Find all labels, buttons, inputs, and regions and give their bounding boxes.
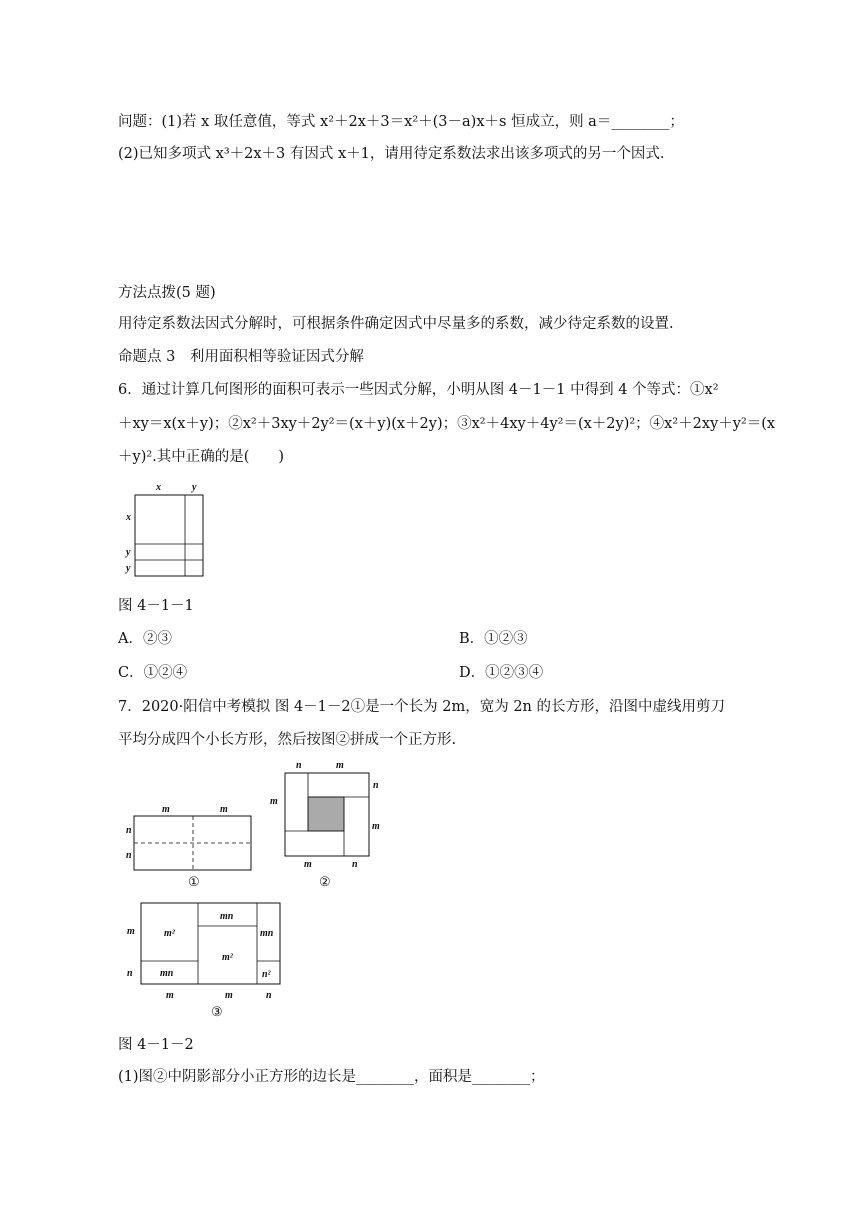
q5-part1: 问题：(1)若 x 取任意值，等式 x²＋2x＋3＝x²＋(3－a)x＋s 恒成立，则 a＝________； [118, 114, 684, 130]
fig-a-label-m1: m [162, 804, 170, 815]
q7-sub1: (1)图②中阴影部分小正方形的边长是________，面积是________； [118, 1069, 545, 1085]
fig-c-label-m-bottom2: m [225, 990, 233, 1001]
fig-c-label-n-bottom: n [266, 990, 272, 1001]
q6-line2: ＋xy＝x(x＋y)；②x²＋3xy＋2y²＝(x＋y)(x＋2y)；③x²＋4xy＋4y²＝(x＋2y)²；④x²＋2xy＋y²＝(x [118, 416, 776, 432]
tips-heading: 方法点拨(5 题) [118, 285, 216, 301]
fig-b-label-n-right: n [373, 780, 379, 791]
fig-c-label-m-bottom1: m [166, 990, 174, 1001]
fig-b-label-m-top: m [336, 760, 344, 771]
option-a: A．②③ [118, 631, 172, 647]
fig1-label-top-y: y [192, 482, 197, 493]
fig-c-mn-right: mn [260, 928, 274, 939]
q5-part2: (2)已知多项式 x³＋2x＋3 有因式 x＋1，请用待定系数法求出该多项式的另一个因式. [118, 146, 665, 162]
fig-c-m2-left: m² [164, 928, 175, 939]
figure-4-1-2-parts-1-2 [118, 755, 388, 891]
fig1-label-left-y2: y [126, 563, 131, 574]
fig-a-label-n1: n [126, 825, 132, 836]
option-c: C．①②④ [118, 665, 188, 681]
fig1-label-top-x: x [156, 482, 161, 493]
fig-c-label-m-left: m [127, 926, 135, 937]
fig-4-1-2-caption: 图 4－1－2 [118, 1037, 194, 1053]
option-b: B．①②③ [459, 631, 528, 647]
fig1-label-left-y1: y [126, 547, 131, 558]
fig-c-mn-top: mn [220, 911, 234, 922]
q6-line3: ＋y)².其中正确的是( ) [118, 449, 285, 465]
fig-a-caption: ① [188, 874, 200, 889]
option-d: D．①②③④ [459, 665, 544, 681]
fig-b-label-m-left: m [270, 796, 278, 807]
figure-4-1-1 [118, 478, 228, 580]
fig-b-label-m-right: m [372, 821, 380, 832]
fig-c-mn-bottom: mn [160, 968, 174, 979]
fig-b-label-m-bottom: m [304, 859, 312, 870]
fig-c-label-n-left: n [127, 968, 133, 979]
fig-c-caption: ③ [211, 1004, 223, 1019]
fig-c-n2: n² [262, 969, 271, 980]
fig-a-label-m2: m [220, 804, 228, 815]
fig-4-1-1-caption: 图 4－1－1 [118, 598, 194, 614]
fig1-label-left-x: x [126, 512, 131, 523]
q7-line2: 平均分成四个小长方形，然后按图②拼成一个正方形. [118, 732, 457, 748]
fig-c-m2-center: m² [222, 952, 233, 963]
fig-b-label-n-top: n [296, 760, 302, 771]
tips-text: 用待定系数法因式分解时，可根据条件确定因式中尽量多的系数，减少待定系数的设置. [118, 316, 674, 332]
q7-line1: 7．2020·阳信中考模拟 图 4－1－2①是一个长为 2m，宽为 2n 的长方形，沿图中虚线用剪刀 [118, 699, 725, 715]
topic-heading: 命题点 3 利用面积相等验证因式分解 [118, 349, 364, 365]
fig-b-label-n-bottom: n [352, 859, 358, 870]
q6-line1: 6．通过计算几何图形的面积可表示一些因式分解，小明从图 4－1－1 中得到 4 个等式：①x² [118, 382, 719, 398]
figure-4-1-2-part-3 [118, 893, 288, 1021]
fig-b-caption: ② [319, 874, 331, 889]
fig-a-label-n2: n [126, 850, 132, 861]
